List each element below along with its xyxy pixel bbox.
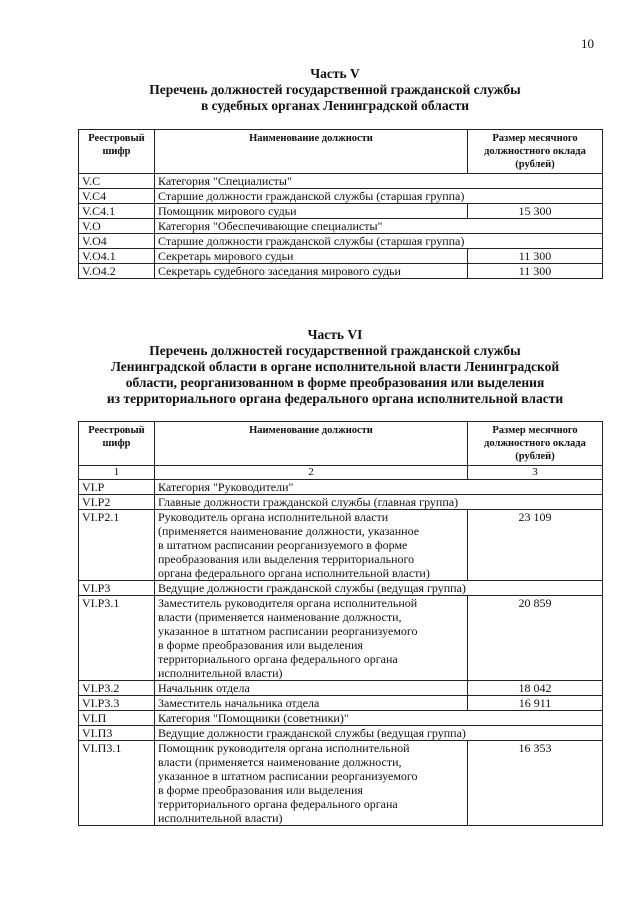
part6-header-salary: Размер месячного должностного оклада (рублей) [468,422,603,466]
table-row [79,249,603,264]
row-name: Старшие должности гражданской службы (старшая группа) [155,189,603,204]
row-name: Начальник отдела [155,681,468,696]
table-row [79,495,603,510]
row-code: V.O4 [79,234,155,249]
part6-table [78,421,603,826]
table-row [79,480,603,495]
row-name: Заместитель начальника отдела [155,696,468,711]
part5-header-name: Наименование должности [155,130,468,174]
row-name: Секретарь судебного заседания мирового судьи [155,264,468,279]
part6-heading [70,327,600,407]
row-name-line: территориального органа федерального органа [158,797,398,811]
row-code: VI.Р [79,480,155,495]
part5-subtitle-line-1: Перечень должностей государственной гражданской службы [149,82,521,97]
row-name-line: территориального органа федерального органа [158,652,398,666]
row-code: VI.П3 [79,726,155,741]
row-name: Категория "Обеспечивающие специалисты" [155,219,603,234]
row-code: VI.П3.1 [79,741,155,826]
row-salary: 15 300 [468,204,603,219]
row-name-line: Заместитель руководителя органа исполнительной [158,596,418,610]
part5-header-code: Реестровый шифр [79,130,155,174]
row-salary: 18 042 [468,681,603,696]
table-row [79,174,603,189]
row-code: V.O [79,219,155,234]
table-row [79,581,603,596]
row-name-line: указанное в штатном расписании реорганизуемого [158,769,418,783]
table-row [79,189,603,204]
row-name-line: исполнительной власти) [158,811,283,825]
part6-subtitle-line-4: из территориального органа федерального органа исполнительной власти [106,391,564,406]
row-name [155,510,468,581]
row-name: Категория "Специалисты" [155,174,603,189]
row-code: VI.Р3.3 [79,696,155,711]
row-code: V.O4.1 [79,249,155,264]
part5-table [78,129,603,279]
part5-heading [70,66,600,114]
row-name-line: в форме преобразования или выделения [158,638,363,652]
row-code: VI.Р2 [79,495,155,510]
table-row [79,696,603,711]
row-salary: 11 300 [468,249,603,264]
row-name-line: в штатном расписании реорганизуемого в форме [158,538,408,552]
table-row [79,741,603,826]
row-name-line: власти (применяется наименование должности, [158,755,402,769]
table-row [79,711,603,726]
row-code: VI.Р3.2 [79,681,155,696]
row-code: VI.Р3.1 [79,596,155,681]
table-row [79,681,603,696]
table-row [79,264,603,279]
row-code: V.C [79,174,155,189]
row-name: Секретарь мирового судьи [155,249,468,264]
row-salary: 16 353 [468,741,603,826]
row-name-line: Руководитель органа исполнительной власти [158,510,389,524]
row-name: Категория "Помощники (советники)" [155,711,603,726]
row-name-line: исполнительной власти) [158,666,283,680]
row-name [155,741,468,826]
row-name-line: органа федерального органа исполнительной власти) [158,566,430,580]
row-name [155,596,468,681]
row-name-line: Помощник руководителя органа исполнительной [158,741,410,755]
table-row [79,204,603,219]
row-code: VI.П [79,711,155,726]
table-row [79,596,603,681]
table-row [79,510,603,581]
row-salary: 20 859 [468,596,603,681]
part5-title: Часть V [310,66,360,81]
part6-header-code: Реестровый шифр [79,422,155,466]
part5-subtitle-line-2: в судебных органах Ленинградской области [200,98,470,113]
row-name: Помощник мирового судьи [155,204,468,219]
table-row [79,726,603,741]
row-name: Категория "Руководители" [155,480,603,495]
part6-subtitle-line-2: Ленинградской области в органе исполнительной власти Ленинградской [110,359,560,374]
part5-header-salary: Размер месячного должностного оклада (рублей) [468,130,603,174]
column-index-1: 1 [79,466,155,480]
table-row [79,234,603,249]
part6-subtitle-line-3: области, реорганизованном в форме преобразования или выделения [125,375,545,390]
row-salary: 16 911 [468,696,603,711]
column-index-2: 2 [155,466,468,480]
page-number: 10 [581,36,594,51]
part6-header-name: Наименование должности [155,422,468,466]
row-name-line: указанное в штатном расписании реорганизуемого [158,624,418,638]
row-code: VI.Р3 [79,581,155,596]
part6-title: Часть VI [307,327,363,342]
row-name: Главные должности гражданской службы (главная группа) [155,495,603,510]
row-name-line: власти (применяется наименование должности, [158,610,402,624]
row-code: VI.Р2.1 [79,510,155,581]
row-salary: 11 300 [468,264,603,279]
row-code: V.O4.2 [79,264,155,279]
row-name-line: преобразования или выделения территориального [158,552,415,566]
row-name-line: (применяется наименование должности, указанное [158,524,420,538]
row-name: Ведущие должности гражданской службы (ведущая группа) [155,581,603,596]
table-row [79,219,603,234]
row-name-line: в форме преобразования или выделения [158,783,363,797]
row-code: V.C4.1 [79,204,155,219]
row-name: Ведущие должности гражданской службы (ведущая группа) [155,726,603,741]
column-index-row [79,466,603,480]
row-salary: 23 109 [468,510,603,581]
row-name: Старшие должности гражданской службы (старшая группа) [155,234,603,249]
column-index-3: 3 [468,466,603,480]
row-code: V.C4 [79,189,155,204]
part6-subtitle-line-1: Перечень должностей государственной гражданской службы [149,343,521,358]
